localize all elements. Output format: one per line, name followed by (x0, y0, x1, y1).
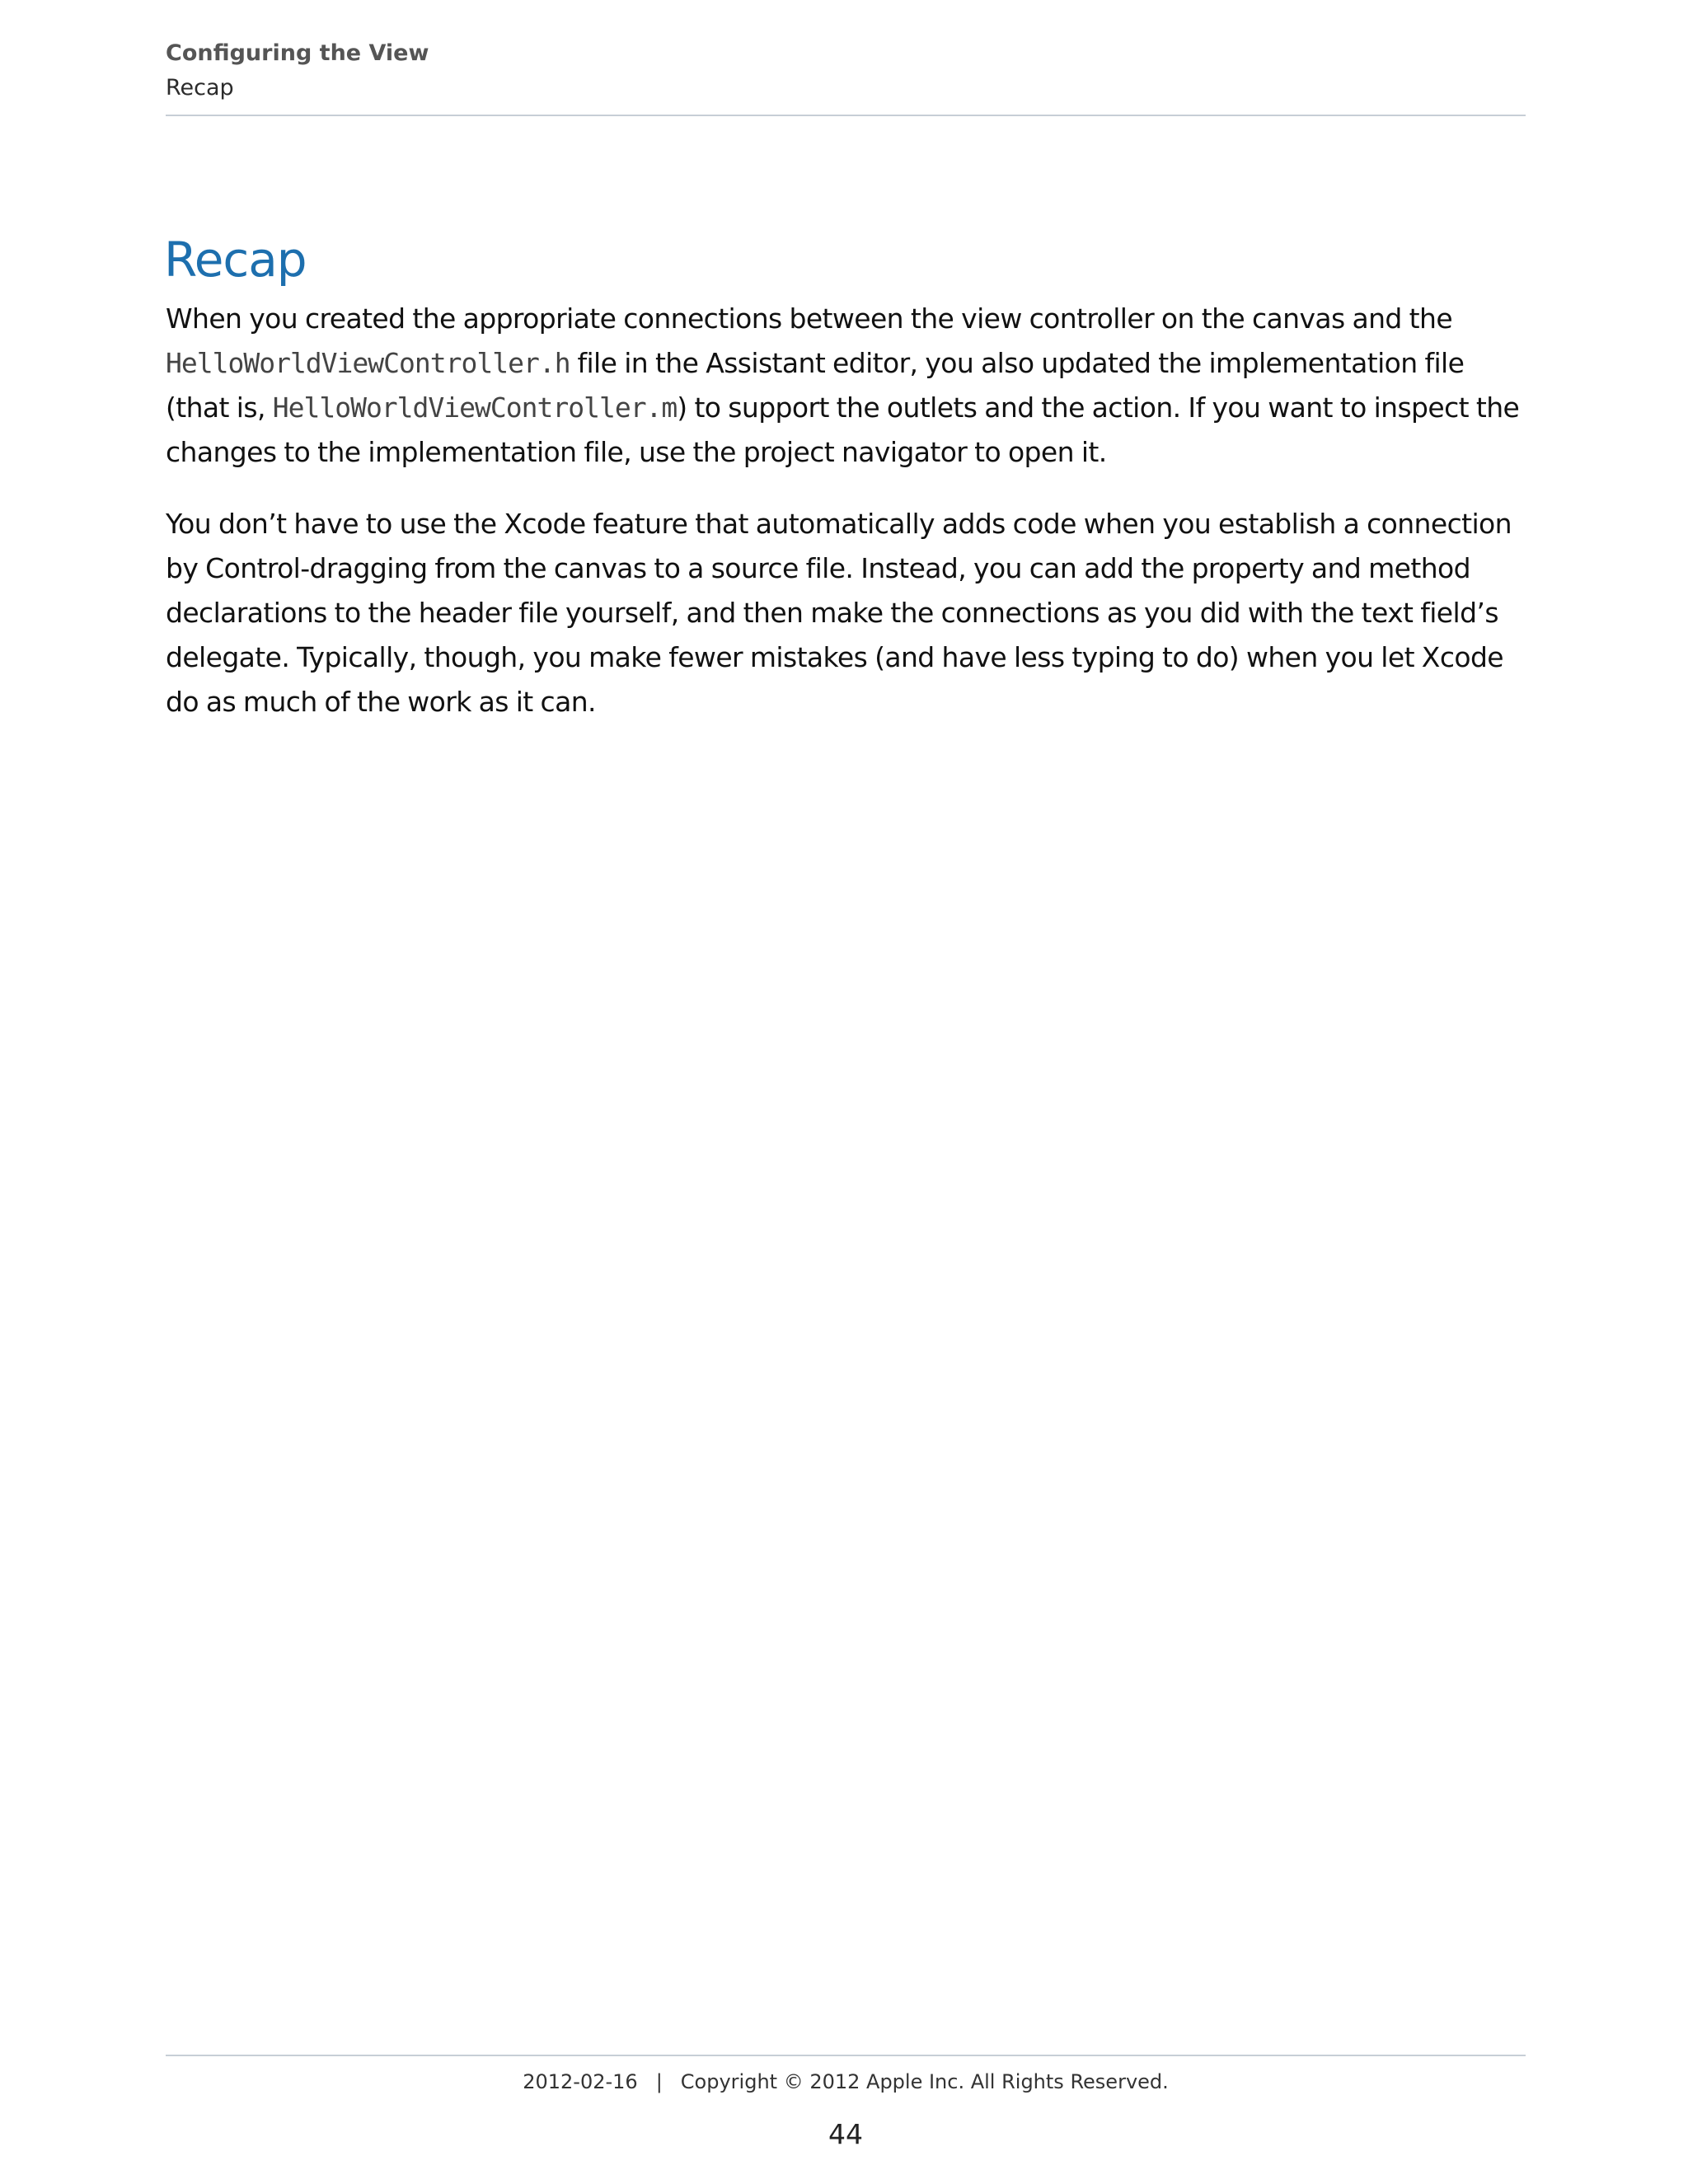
section-heading: Recap (164, 232, 307, 288)
code-implementation-filename: HelloWorldViewController.m (272, 391, 678, 424)
paragraph-1-text-a: When you created the appropriate connections between the view controller on the canvas and the (166, 302, 1453, 335)
paragraph-1-text-b: file in the Assistant editor, you also updated the implementation file (that is, (166, 347, 1465, 424)
footer-date: 2012-02-16 (523, 2070, 638, 2093)
section-breadcrumb: Recap (166, 75, 234, 101)
chapter-title: Configuring the View (166, 40, 429, 66)
header-divider (166, 115, 1526, 116)
paragraph-2: You don’t have to use the Xcode feature that automatically adds code when you establish a connection by Control-dragging from the canvas to a source file. Instead, you can add the property and method declarations to the header file yourself, and then make the connections as you did with the text field’s delegate. Typically, though, you make fewer mistakes (and have less typing to do) when you let Xcode do as much of the work as it can. (166, 508, 1512, 718)
footer-divider (166, 2055, 1526, 2056)
page-number: 44 (828, 2118, 863, 2150)
code-header-filename: HelloWorldViewController.h (166, 347, 570, 379)
footer (166, 2067, 1526, 2097)
paragraph-1-text-c: ) to support the outlets and the action. If you want to inspect the changes to the implementation file, use the project navigator to open it. (166, 391, 1520, 468)
footer-separator: | (655, 2070, 663, 2093)
paragraph-1 (166, 297, 1526, 475)
running-header (166, 36, 1526, 105)
footer-copyright: Copyright © 2012 Apple Inc. All Rights Reserved. (680, 2070, 1169, 2093)
main-content (166, 223, 1526, 752)
